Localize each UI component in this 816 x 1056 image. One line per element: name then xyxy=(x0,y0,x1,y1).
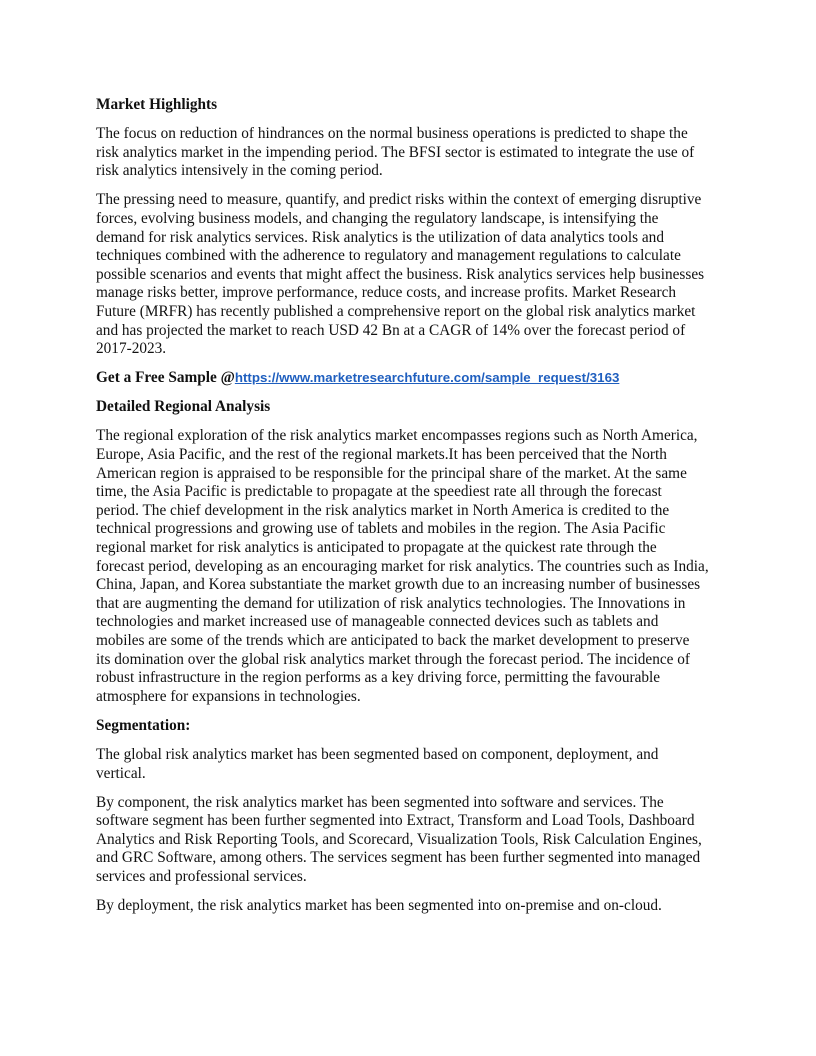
text-line: China, Japan, and Korea substantiate the market growth due to an increasing number of businesses xyxy=(96,576,701,594)
text-line: and GRC Software, among others. The services segment has been further segmented into managed xyxy=(96,849,701,867)
text-line: period. The chief development in the risk analytics market in North America is credited to the xyxy=(96,501,670,519)
text-line: The global risk analytics market has been segmented based on component, deployment, and xyxy=(96,745,659,763)
paragraph-market-overview xyxy=(96,191,736,358)
text-line: 2017-2023. xyxy=(96,340,167,358)
text-line: possible scenarios and events that might affect the business. Risk analytics services help businesses xyxy=(96,265,705,283)
text-line: American region is appraised to be responsible for the principal share of the market. At the same xyxy=(96,464,687,482)
paragraph-segmentation-intro xyxy=(96,746,736,783)
text-line: robust infrastructure in the region performs as a key driving force, permitting the favourable xyxy=(96,669,661,687)
text-line: By component, the risk analytics market has been segmented into software and services. The xyxy=(96,793,664,811)
document-page xyxy=(96,96,736,926)
text-line: forecast period, developing as an encouraging market for risk analytics. The countries such as India, xyxy=(96,557,709,575)
text-line: Future (MRFR) has recently published a comprehensive report on the global risk analytics market xyxy=(96,302,696,320)
text-line: The focus on reduction of hindrances on the normal business operations is predicted to shape the xyxy=(96,125,688,143)
text-line: services and professional services. xyxy=(96,867,307,885)
text-line: regional market for risk analytics is anticipated to propagate at the quickest rate through the xyxy=(96,538,657,556)
text-line: and has projected the market to reach USD 42 Bn at a CAGR of 14% over the forecast period of xyxy=(96,321,686,339)
text-line: techniques combined with the adherence to regulatory and management regulations to calculate xyxy=(96,247,681,265)
text-line: vertical. xyxy=(96,764,146,782)
text-line: atmosphere for expansions in technologies. xyxy=(96,687,361,705)
text-line: technologies and market increased use of manageable connected devices such as tablets and xyxy=(96,613,659,631)
paragraph-segmentation-deployment xyxy=(96,897,736,916)
text-line: Analytics and Risk Reporting Tools, and Scorecard, Visualization Tools, Risk Calculation Engines, xyxy=(96,830,702,848)
text-line: The regional exploration of the risk analytics market encompasses regions such as North America, xyxy=(96,427,698,445)
text-line: forces, evolving business models, and changing the regulatory landscape, is intensifying the xyxy=(96,209,659,227)
paragraph-highlights-intro xyxy=(96,125,736,181)
text-line: technical progressions and growing use of tablets and mobiles in the region. The Asia Pacific xyxy=(96,520,666,538)
sample-request-link[interactable]: https://www.marketresearchfuture.com/sample_request/3163 xyxy=(234,370,620,386)
text-line: software segment has been further segmented into Extract, Transform and Load Tools, Dashboard xyxy=(96,812,695,830)
heading-segmentation: Segmentation: xyxy=(96,716,191,734)
text-line: its domination over the global risk analytics market through the forecast period. The incidence of xyxy=(96,650,690,668)
free-sample-line xyxy=(96,369,736,388)
text-line: risk analytics intensively in the coming period. xyxy=(96,162,383,180)
free-sample-label: Get a Free Sample @ xyxy=(96,369,235,387)
paragraph-segmentation-component xyxy=(96,794,736,887)
heading-market-highlights: Market Highlights xyxy=(96,96,218,113)
text-line: time, the Asia Pacific is predictable to propagate at the speediest rate all through the forecast xyxy=(96,483,662,501)
text-line: The pressing need to measure, quantify, and predict risks within the context of emerging disruptive xyxy=(96,191,702,209)
text-line: demand for risk analytics services. Risk analytics is the utilization of data analytics tools and xyxy=(96,228,664,246)
text-line: manage risks better, improve performance, reduce costs, and increase profits. Market Research xyxy=(96,284,677,302)
text-line: Europe, Asia Pacific, and the rest of the regional markets.It has been perceived that the North xyxy=(96,446,667,463)
text-line: mobiles are some of the trends which are anticipated to back the market development to preserve xyxy=(96,631,690,649)
paragraph-regional-analysis xyxy=(96,427,736,706)
text-line: By deployment, the risk analytics market has been segmented into on-premise and on-cloud. xyxy=(96,897,662,915)
text-line: risk analytics market in the impending period. The BFSI sector is estimated to integrate the use of xyxy=(96,143,695,161)
heading-regional-analysis: Detailed Regional Analysis xyxy=(96,398,271,416)
text-line: that are augmenting the demand for utilization of risk analytics technologies. The Innovations in xyxy=(96,594,686,612)
